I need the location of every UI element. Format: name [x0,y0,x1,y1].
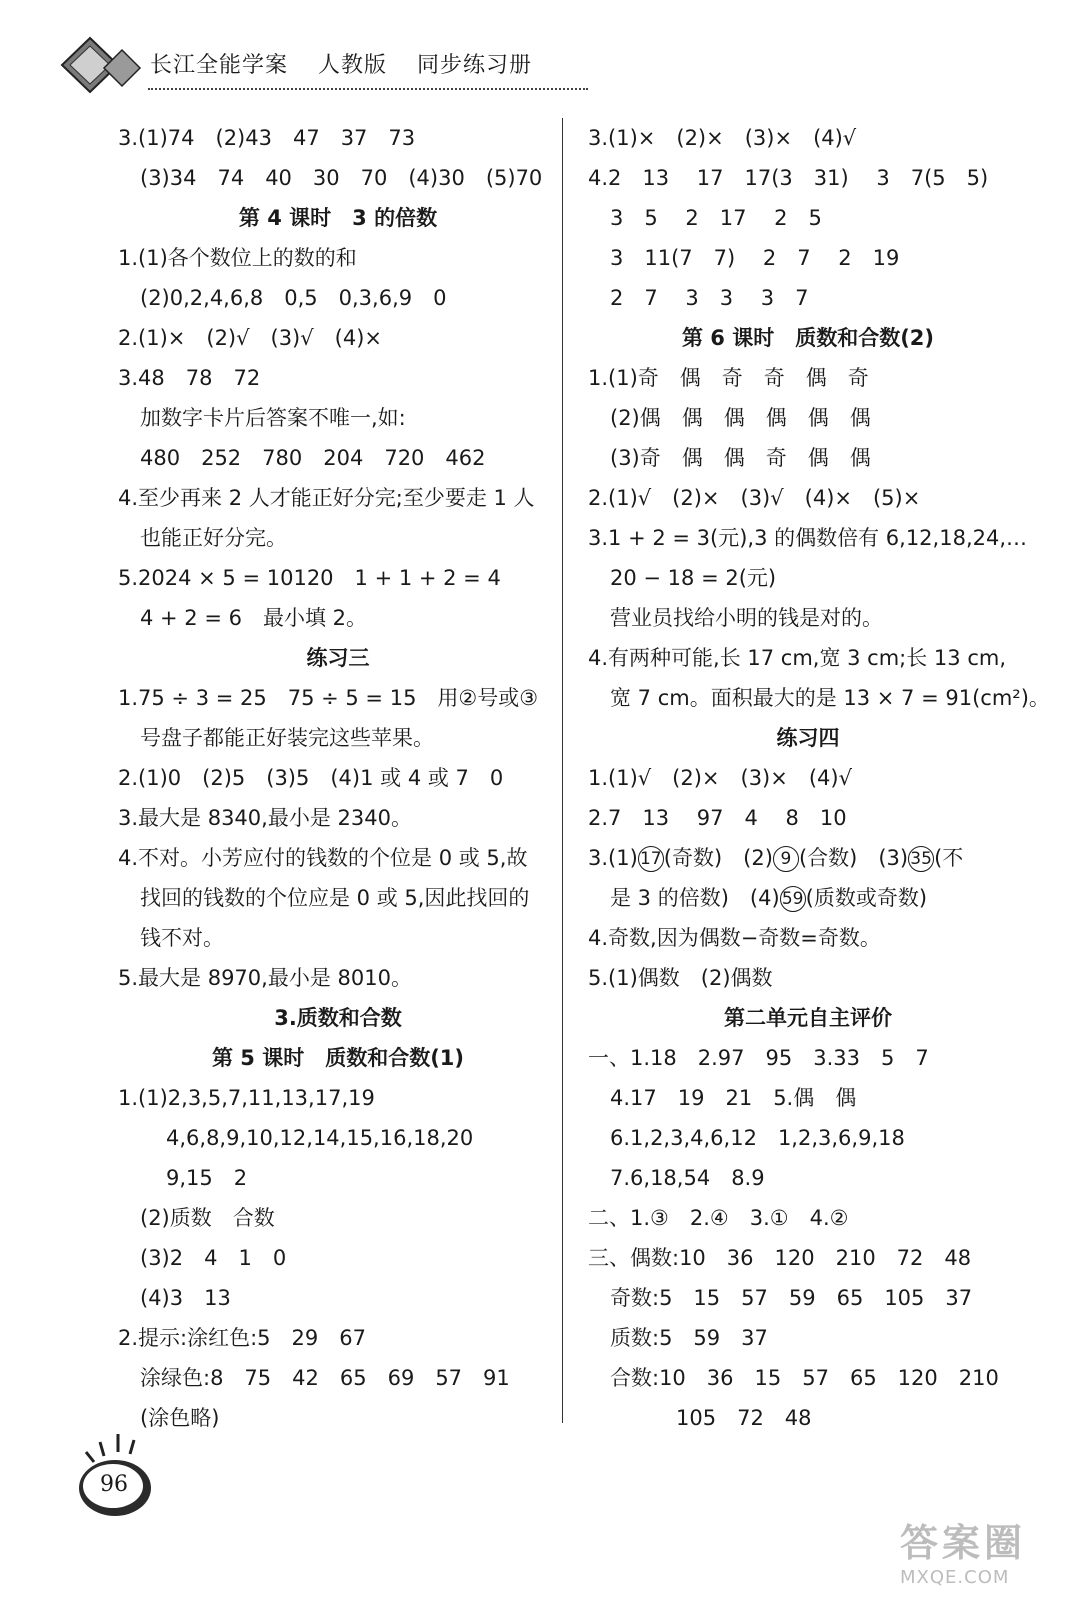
answer-line: 质数:5 59 37 [610,1326,768,1350]
answer-line: 6.1,2,3,4,6,12 1,2,3,6,9,18 [610,1126,905,1150]
answer-line: 宽 7 cm。面积最大的是 13 × 7 = 91(cm²)。 [610,686,1050,710]
section-heading: 3.质数和合数 [274,1006,402,1030]
answer-line: 105 72 48 [676,1406,812,1430]
book-type-label: 同步练习册 [417,53,533,78]
edition-label: 人教版 [318,53,388,78]
section-heading: 第二单元自主评价 [724,1006,892,1030]
answer-line: 4.不对。小芳应付的钱数的个位是 0 或 5,故 [118,846,528,870]
text-fragment: (不 [934,846,964,870]
watermark-logo-text: 答案圈 [900,1521,1027,1565]
answer-line: 4.17 19 21 5.偶 偶 [610,1086,857,1110]
answer-line: 加数字卡片后答案不唯一,如: [140,406,406,430]
answer-line: 4,6,8,9,10,12,14,15,16,18,20 [166,1126,474,1150]
answer-line: 20 − 18 = 2(元) [610,566,777,590]
answer-line: 3.1 + 2 = 3(元),3 的偶数倍有 6,12,18,24,… [588,526,1028,550]
answer-line: 7.6,18,54 8.9 [610,1166,765,1190]
answer-line: (3)2 4 1 0 [140,1246,287,1270]
answer-line: 3 5 2 17 2 5 [610,206,822,230]
page-number-badge [70,1430,160,1520]
answer-line: 4.奇数,因为偶数−奇数=奇数。 [588,926,881,950]
answer-line: (3)34 74 40 30 70 (4)30 (5)70 [140,166,543,190]
answer-line: 2 7 3 3 3 7 [610,286,809,310]
answer-line: 钱不对。 [140,926,224,950]
answer-line: 5.最大是 8970,最小是 8010。 [118,966,412,990]
answer-line: 2.(1)√ (2)× (3)√ (4)× (5)× [588,486,921,510]
section-heading: 练习三 [306,646,370,670]
text-fragment: 3.(1) [588,846,638,870]
answer-line: 2.7 13 97 4 8 10 [588,806,847,830]
answer-line: 2.(1)0 (2)5 (3)5 (4)1 或 4 或 7 0 [118,766,504,790]
answer-line: 4.2 13 17 17(3 31) 3 7(5 5) [588,166,989,190]
answer-line: 3.(1)× (2)× (3)× (4)√ [588,126,857,150]
answer-line: 3.最大是 8340,最小是 2340。 [118,806,412,830]
answer-line: 3.(1)74 (2)43 47 37 73 [118,126,416,150]
answer-line: 1.(1)各个数位上的数的和 [118,246,357,270]
section-heading: 第 5 课时 质数和合数(1) [211,1046,465,1070]
answer-line: 1.(1)2,3,5,7,11,13,17,19 [118,1086,375,1110]
circled-number: 17 [638,846,664,872]
answer-line: (2)0,2,4,6,8 0,5 0,3,6,9 0 [140,286,447,310]
header-divider [148,88,588,90]
answer-line: 3 11(7 7) 2 7 2 19 [610,246,900,270]
section-heading: 第 4 课时 3 的倍数 [238,206,438,230]
answer-line: (2)质数 合数 [140,1206,275,1230]
header-title [150,48,554,79]
section-heading: 练习四 [776,726,840,750]
answer-line: 9,15 2 [166,1166,248,1190]
answer-line: 480 252 780 204 720 462 [140,446,486,470]
answer-line-circled [588,838,1028,878]
answer-line: 合数:10 36 15 57 65 120 210 [610,1366,999,1390]
answer-line: 4.有两种可能,长 17 cm,宽 3 cm;长 13 cm, [588,646,1006,670]
page-number: 96 [100,1472,128,1497]
answer-line: (2)偶 偶 偶 偶 偶 偶 [610,406,871,430]
answer-line: 1.(1)√ (2)× (3)× (4)√ [588,766,852,790]
answer-line: 4.至少再来 2 人才能正好分完;至少要走 1 人 [118,486,535,510]
answer-line: 一、1.18 2.97 95 3.33 5 7 [588,1046,929,1070]
answer-line: 涂绿色:8 75 42 65 69 57 91 [140,1366,510,1390]
answer-line: 2.(1)× (2)√ (3)√ (4)× [118,326,382,350]
right-column [588,118,1050,1438]
answer-line: (4)3 13 [140,1286,231,1310]
answer-line: 3.48 78 72 [118,366,261,390]
answer-line: 4 + 2 = 6 最小填 2。 [140,606,368,630]
text-fragment: (奇数) (2) [663,846,773,870]
answer-line: 号盘子都能正好装完这些苹果。 [140,726,434,750]
circled-number: 35 [908,846,934,872]
answer-line: 5.(1)偶数 (2)偶数 [588,966,773,990]
answer-line-circled [588,878,1028,918]
answer-line: 1.75 ÷ 3 = 25 75 ÷ 5 = 15 用②号或③ [118,686,539,710]
answer-line: 也能正好分完。 [140,526,287,550]
answer-line: (涂色略) [140,1406,220,1430]
answer-line: 找回的钱数的个位应是 0 或 5,因此找回的 [140,886,530,910]
answer-line: 5.2024 × 5 = 10120 1 + 1 + 2 = 4 [118,566,501,590]
watermark [900,1512,1060,1592]
watermark-url: MXQE.COM [900,1567,1010,1588]
answer-line: (3)奇 偶 偶 奇 偶 偶 [610,446,871,470]
answer-line: 2.提示:涂红色:5 29 67 [118,1326,366,1350]
text-fragment: (合数) (3) [798,846,909,870]
section-heading: 第 6 课时 质数和合数(2) [681,326,935,350]
left-column [118,118,558,1438]
answer-line: 三、偶数:10 36 120 210 72 48 [588,1246,972,1270]
book-series-title: 长江全能学案 [150,53,289,78]
answer-line: 奇数:5 15 57 59 65 105 37 [610,1286,973,1310]
text-fragment: (质数或奇数) [805,886,928,910]
answer-line: 营业员找给小明的钱是对的。 [610,606,883,630]
answer-line: 二、1.③ 2.④ 3.① 4.② [588,1206,849,1230]
circled-number: 59 [780,886,806,912]
circled-number: 9 [773,846,799,872]
column-divider [562,118,563,1423]
diamond-logo-icon [60,36,150,94]
page-header [60,30,533,100]
answer-line: 1.(1)奇 偶 奇 奇 偶 奇 [588,366,869,390]
text-fragment: 是 3 的倍数) (4) [610,886,780,910]
